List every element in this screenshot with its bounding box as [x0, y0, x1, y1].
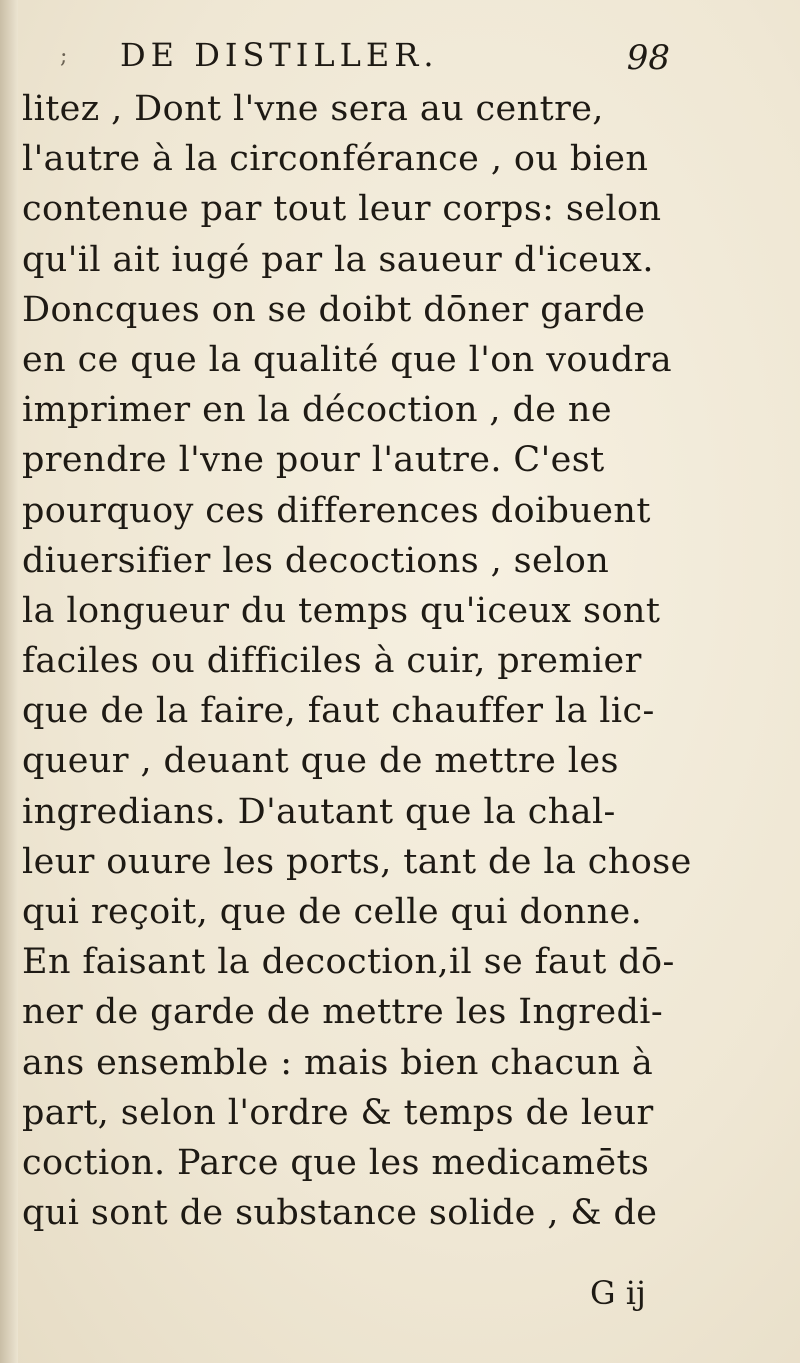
- text-line: qui sont de substance solide , & de: [22, 1193, 658, 1234]
- text-line: part, selon l'ordre & temps de leur: [22, 1092, 654, 1133]
- text-line: Doncques on se doibt dōner garde: [22, 289, 646, 330]
- text-line: la longueur du temps qu'iceux sont: [22, 590, 661, 631]
- text-line: en ce que la qualité que l'on voudra: [22, 339, 673, 380]
- text-line: qui reçoit, que de celle qui donne.: [22, 892, 643, 932]
- page-gutter: [0, 0, 18, 1363]
- text-line: ner de garde de mettre les Ingredi-: [22, 992, 664, 1033]
- text-line: pourquoy ces differences doibuent: [22, 490, 651, 531]
- body-text: [22, 84, 762, 1238]
- text-line: l'autre à la circonférance , ou bien: [22, 139, 649, 180]
- text-line: imprimer en la décoction , de ne: [22, 390, 612, 431]
- text-line: faciles ou difficiles à cuir, premier: [22, 641, 642, 682]
- text-line: leur ouure les ports, tant de la chose: [22, 841, 692, 882]
- text-line: qu'il ait iugé par la saueur d'iceux.: [22, 239, 654, 280]
- header-marks: ;: [60, 44, 68, 69]
- text-line: diuersifier les decoctions , selon: [22, 540, 610, 581]
- text-line: que de la faire, faut chauffer la lic-: [22, 691, 655, 732]
- text-line: En faisant la decoction,il se faut dō-: [22, 942, 675, 983]
- text-line: prendre l'vne pour l'autre. C'est: [22, 440, 605, 481]
- text-line: ingredians. D'autant que la chal-: [22, 791, 616, 832]
- page-header: [60, 36, 670, 84]
- running-head: DE DISTILLER.: [120, 36, 439, 74]
- signature-mark: G ij: [590, 1274, 646, 1312]
- text-line: coction. Parce que les medicamēts: [22, 1142, 650, 1183]
- page-number: 98: [626, 38, 670, 78]
- text-line: litez , Dont l'vne sera au centre,: [22, 89, 604, 129]
- text-line: ans ensemble : mais bien chacun à: [22, 1042, 654, 1083]
- text-line: contenue par tout leur corps: selon: [22, 189, 662, 230]
- text-line: queur , deuant que de mettre les: [22, 741, 619, 782]
